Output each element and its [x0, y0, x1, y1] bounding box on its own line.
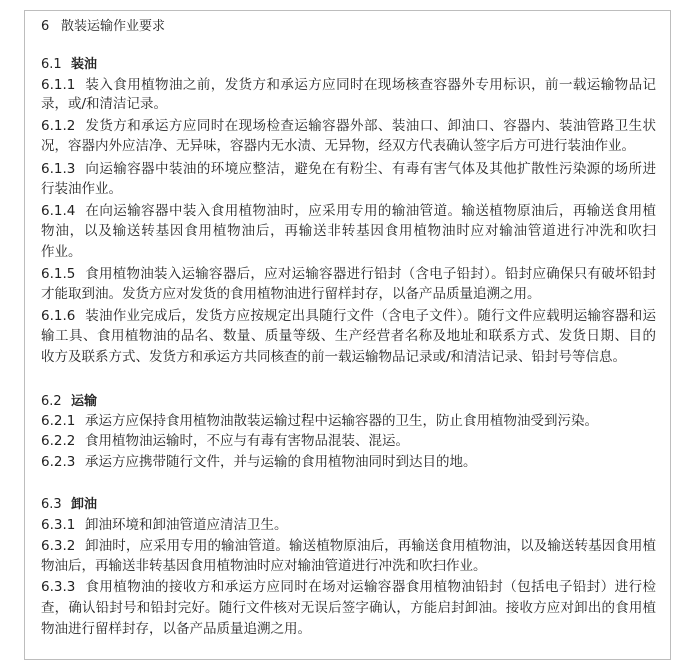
clause-text: 装入食用植物油之前，发货方和承运方应同时在现场核查容器外专用标识，前一载运输物品记	[85, 77, 656, 93]
paragraph-line	[41, 94, 656, 114]
paragraph-line	[41, 411, 656, 431]
clause-text: 承运方应携带随行文件，并与运输的食用植物油同时到达目的地。	[85, 454, 477, 470]
document-page	[24, 10, 671, 660]
paragraph-line	[41, 452, 656, 472]
clause-text: 食用植物油的接收方和承运方应同时在场对运输容器食用植物油铅封（包括电子铅封）进行检	[85, 579, 656, 595]
clause-text: 食用植物油装入运输容器后，应对运输容器进行铅封（含电子铅封）。铅封应确保只有破坏铅封	[85, 266, 656, 282]
subsection-number: 6.1	[41, 57, 62, 72]
paragraph-line	[41, 326, 656, 346]
paragraph-line	[41, 221, 656, 241]
paragraph-line	[41, 431, 656, 451]
clause-number: 6.2.3	[41, 454, 76, 470]
clause-text: 卸油时，应采用专用的输油管道。输送植物原油后，再输送食用植物油，以及输送转基因食用植	[85, 538, 656, 554]
subsection-title: 装油	[71, 57, 98, 72]
paragraph-line	[41, 264, 656, 284]
clause-number: 6.3.2	[41, 538, 76, 554]
clause-text: 物油后，再输送非转基因食用植物油时应对输油管道进行冲洗和吹扫作业。	[41, 558, 487, 574]
clause-number: 6.3.1	[41, 517, 76, 533]
clause-number: 6.2.1	[41, 413, 76, 429]
subsection-heading	[41, 390, 97, 409]
paragraph-line	[41, 75, 656, 95]
section-heading	[41, 15, 165, 34]
clause-text: 发货方和承运方应同时在现场检查运输容器外部、装油口、卸油口、容器内、装油管路卫生状	[85, 118, 656, 134]
clause-text: 装油作业完成后，发货方应按规定出具随行文件（含电子文件）。随行文件应载明运输容器和运	[85, 308, 656, 324]
clause-text: 录，或/和清洁记录。	[41, 96, 168, 112]
clause-text: 物油，以及输送转基因食用植物油后，再输送非转基因食用植物油时应对输油管道进行冲洗和吹扫	[41, 223, 656, 239]
paragraph-line	[41, 556, 656, 576]
paragraph-line	[41, 347, 656, 367]
paragraph-line	[41, 201, 656, 221]
paragraph-line	[41, 159, 656, 179]
paragraph-line	[41, 242, 656, 262]
clause-text: 向运输容器中装油的环境应整洁，避免在有粉尘、有毒有害气体及其他扩散性污染源的场所进	[85, 161, 656, 177]
clause-number: 6.1.3	[41, 161, 76, 177]
paragraph-line	[41, 136, 656, 156]
paragraph-line	[41, 536, 656, 556]
clause-number: 6.1.2	[41, 118, 76, 134]
clause-text: 物油进行留样封存，以备产品质量追溯之用。	[41, 621, 311, 637]
subsection-heading	[41, 53, 97, 72]
clause-number: 6.1.5	[41, 266, 76, 282]
clause-text: 输工具、食用植物油的品名、数量、质量等级、生产经营者名称及地址和联系方式、发货日期、目的	[41, 328, 656, 344]
clause-text: 在向运输容器中装入食用植物油时，应采用专用的输油管道。输送植物原油后，再输送食用植	[85, 203, 656, 219]
clause-number: 6.2.2	[41, 433, 76, 449]
paragraph-line	[41, 577, 656, 597]
subsection-heading	[41, 493, 97, 512]
section-title: 散装运输作业要求	[61, 19, 166, 34]
paragraph-line	[41, 598, 656, 618]
clause-text: 况，容器内外应洁净、无异味，容器内无水渍、无异物，经双方代表确认签字后方可进行装油作业。	[41, 138, 635, 154]
clause-number: 6.1.4	[41, 203, 76, 219]
clause-text: 食用植物油运输时，不应与有毒有害物品混装、混运。	[85, 433, 409, 449]
paragraph-line	[41, 306, 656, 326]
clause-text: 才能取到油。发货方应对发货的食用植物油进行留样封存，以备产品质量追溯之用。	[41, 286, 541, 302]
paragraph-line	[41, 619, 656, 639]
clause-text: 查，确认铅封号和铅封完好。随行文件核对无误后签字确认，方能启封卸油。接收方应对卸出的食用植	[41, 600, 656, 616]
subsection-title: 卸油	[71, 497, 98, 512]
clause-text: 收方及联系方式、发货方和承运方共同核查的前一载运输物品记录或/和清洁记录、铅封号等信息。	[41, 349, 627, 365]
clause-text: 作业。	[41, 244, 82, 260]
paragraph-line	[41, 179, 656, 199]
subsection-number: 6.3	[41, 497, 62, 512]
clause-text: 卸油环境和卸油管道应清洁卫生。	[85, 517, 288, 533]
subsection-number: 6.2	[41, 394, 62, 409]
subsection-title: 运输	[71, 394, 98, 409]
clause-text: 行装油作业。	[41, 181, 122, 197]
clause-text: 承运方应保持食用植物油散装运输过程中运输容器的卫生，防止食用植物油受到污染。	[85, 413, 598, 429]
clause-number: 6.1.1	[41, 77, 76, 93]
clause-number: 6.3.3	[41, 579, 76, 595]
paragraph-line	[41, 284, 656, 304]
section-number: 6	[41, 19, 50, 34]
clause-number: 6.1.6	[41, 308, 76, 324]
paragraph-line	[41, 515, 656, 535]
paragraph-line	[41, 116, 656, 136]
